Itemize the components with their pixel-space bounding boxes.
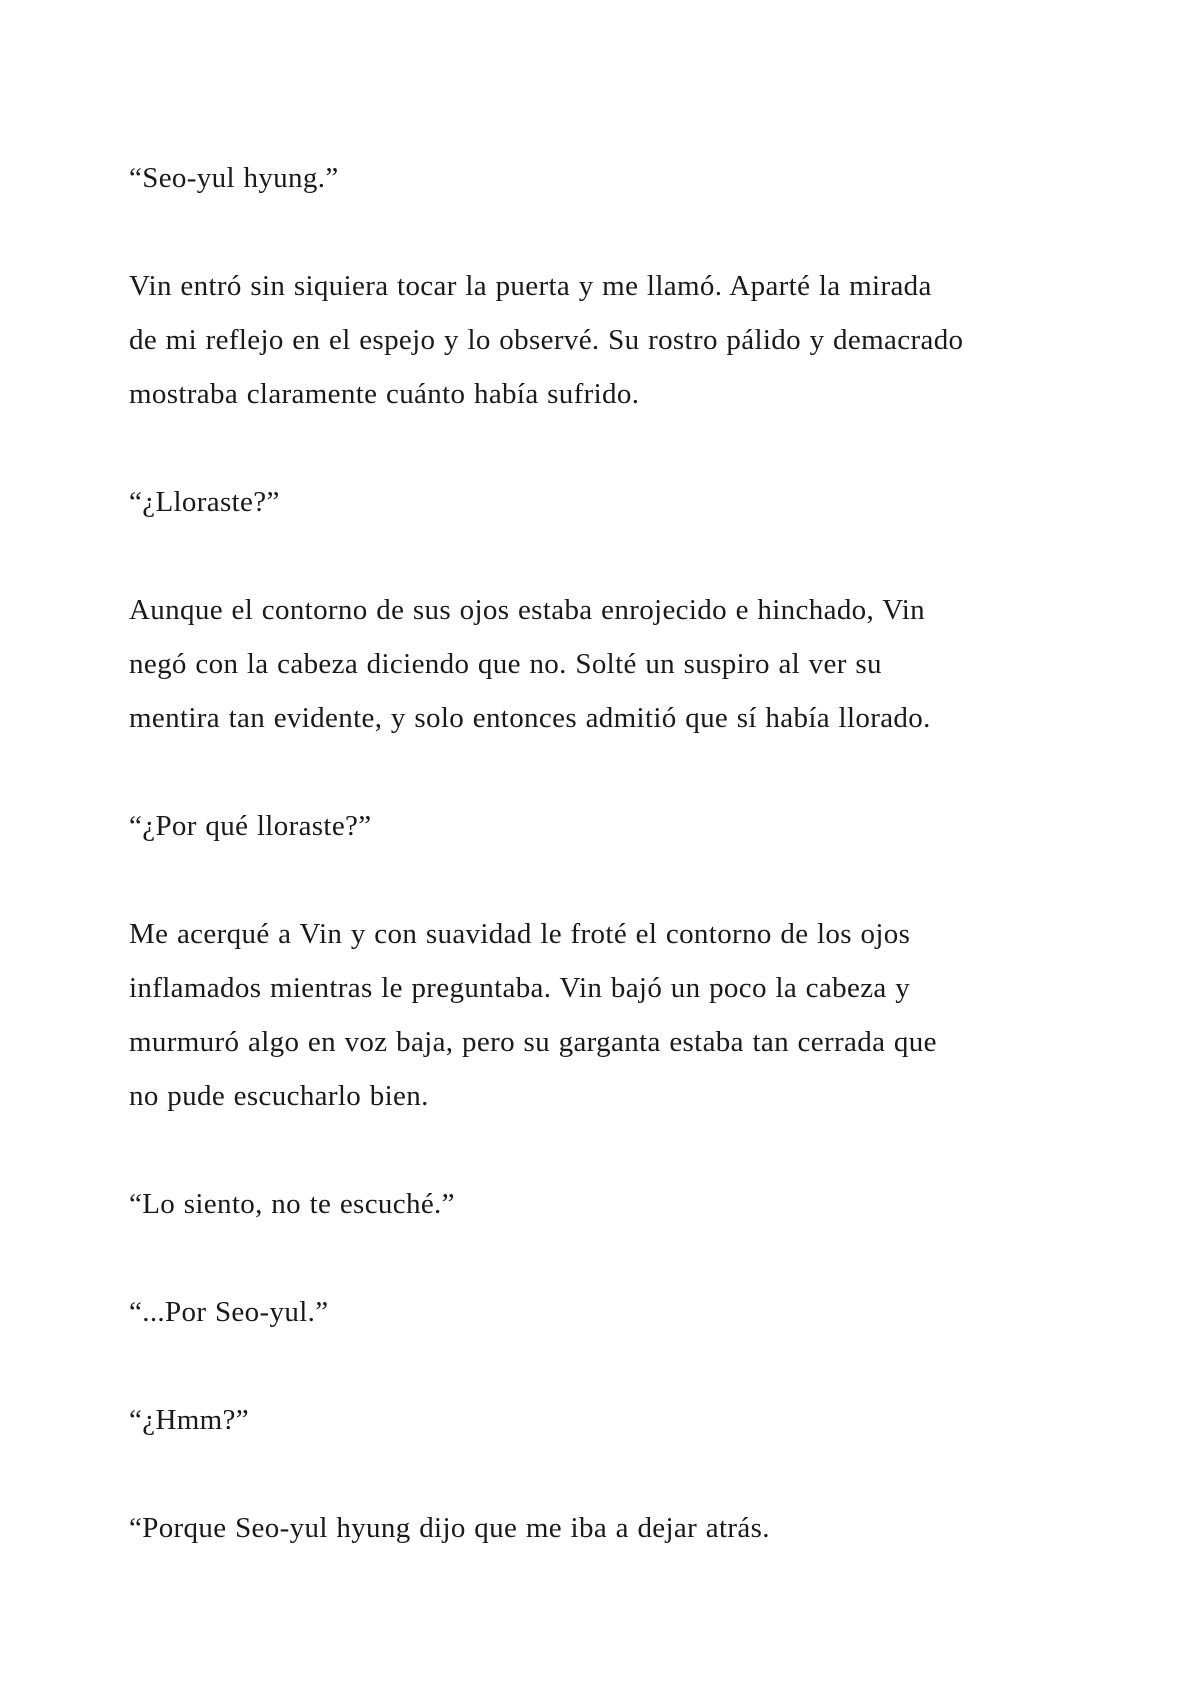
dialogue-paragraph (129, 1285, 1129, 1339)
text-line: Aunque el contorno de sus ojos estaba enrojecido e hinchado, Vin (129, 594, 926, 626)
narration-paragraph (129, 259, 1129, 421)
text-line: Me acerqué a Vin y con suavidad le froté el contorno de los ojos (129, 918, 911, 950)
text-line: “Seo-yul hyung.” (129, 162, 339, 194)
dialogue-paragraph (129, 1501, 1129, 1555)
text-line: no pude escucharlo bien. (129, 1080, 429, 1112)
text-line: “¿Hmm?” (129, 1404, 249, 1436)
text-line: mostraba claramente cuánto había sufrido. (129, 378, 640, 410)
dialogue-paragraph (129, 151, 1129, 205)
text-line: “...Por Seo-yul.” (129, 1296, 329, 1328)
text-line: negó con la cabeza diciendo que no. Solté un suspiro al ver su (129, 648, 882, 680)
dialogue-paragraph (129, 475, 1129, 529)
dialogue-paragraph (129, 1393, 1129, 1447)
dialogue-paragraph (129, 1177, 1129, 1231)
narration-paragraph (129, 907, 1129, 1123)
text-line: “Lo siento, no te escuché.” (129, 1188, 455, 1220)
text-line: “¿Por qué lloraste?” (129, 810, 372, 842)
document-page (129, 151, 1129, 1609)
dialogue-paragraph (129, 799, 1129, 853)
text-line: “Porque Seo-yul hyung dijo que me iba a dejar atrás. (129, 1512, 770, 1544)
text-line: mentira tan evidente, y solo entonces admitió que sí había llorado. (129, 702, 931, 734)
text-line: de mi reflejo en el espejo y lo observé. Su rostro pálido y demacrado (129, 324, 964, 356)
text-line: Vin entró sin siquiera tocar la puerta y me llamó. Aparté la mirada (129, 270, 932, 302)
text-line: “¿Lloraste?” (129, 486, 280, 518)
text-line: murmuró algo en voz baja, pero su garganta estaba tan cerrada que (129, 1026, 937, 1058)
narration-paragraph (129, 583, 1129, 745)
text-line: inflamados mientras le preguntaba. Vin bajó un poco la cabeza y (129, 972, 911, 1004)
